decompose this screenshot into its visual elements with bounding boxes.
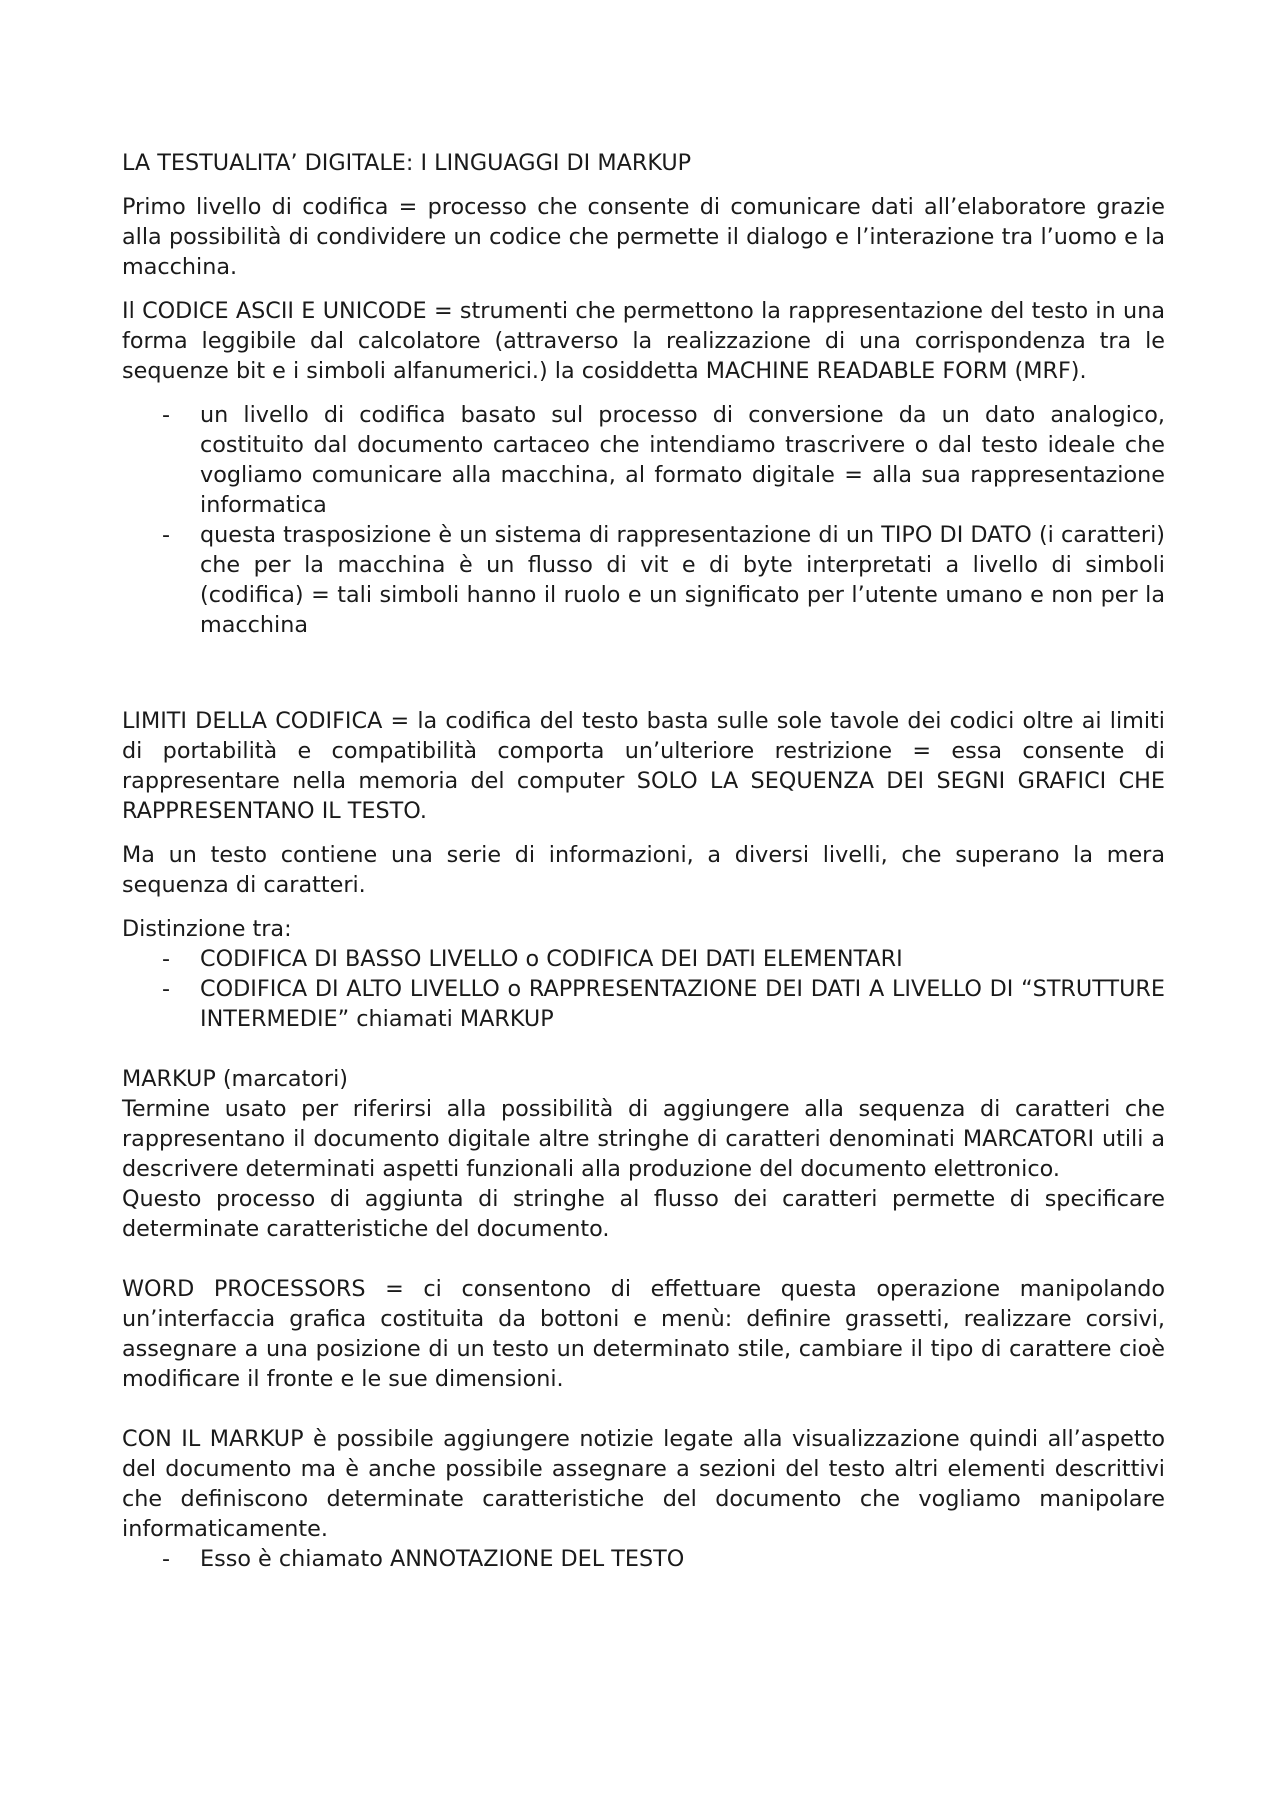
paragraph-markup-processo: Questo processo di aggiunta di stringhe al flusso dei caratteri permette di specificare determinate caratteristiche del documento. [122,1186,1165,1242]
spacer [122,1394,1165,1424]
dash-bullet: - [162,522,171,548]
document-page [122,148,1165,1574]
paragraph-con-il-markup: CON IL MARKUP è possibile aggiungere notizie legate alla visualizzazione quindi all’aspetto del documento ma è anche possibile assegnare a sezioni del testo altri elementi descrittivi che definiscono determinate caratteristiche del documento che vogliamo manipolare informaticamente. [122,1426,1165,1542]
bullet-list-annotazione [122,1544,1165,1574]
list-item-text: un livello di codifica basato sul processo di conversione da un dato analogico, costituito dal documento cartaceo che intendiamo trascrivere o dal testo ideale che vogliamo comunicare alla macchina, al formato digitale = alla sua rappresentazione informatica [200,402,1165,518]
paragraph-codice-ascii: Il CODICE ASCII E UNICODE = strumenti che permettono la rappresentazione del testo in una forma leggibile dal calcolatore (attraverso la realizzazione di una corrispondenza tra le sequenze bit e i simboli alfanumerici.) la cosiddetta MACHINE READABLE FORM (MRF). [122,298,1165,384]
document-title: LA TESTUALITA’ DIGITALE: I LINGUAGGI DI MARKUP [122,150,692,176]
paragraph-limiti-codifica: LIMITI DELLA CODIFICA = la codifica del testo basta sulle sole tavole dei codici oltre ai limiti di portabilità e compatibilità comporta un’ulteriore restrizione = essa consente di rappresentare nella memoria del computer SOLO LA SEQUENZA DEI SEGNI GRAFICI CHE RAPPRESENTANO IL TESTO. [122,708,1165,824]
bullet-list-codifica [122,400,1165,640]
spacer [122,1244,1165,1274]
list-item-text: CODIFICA DI ALTO LIVELLO o RAPPRESENTAZIONE DEI DATI A LIVELLO DI “STRUTTURE INTERMEDIE” chiamati MARKUP [200,976,1165,1032]
paragraph-primo-livello: Primo livello di codifica = processo che consente di comunicare dati all’elaboratore grazie alla possibilità di condividere un codice che permette il dialogo e l’interazione tra l’uomo e la macchina. [122,194,1165,280]
dash-bullet: - [162,402,171,428]
list-item [122,400,1165,520]
paragraph-testo-contiene: Ma un testo contiene una serie di informazioni, a diversi livelli, che superano la mera sequenza di caratteri. [122,842,1165,898]
dash-bullet: - [162,1546,171,1572]
list-item-text: questa trasposizione è un sistema di rappresentazione di un TIPO DI DATO (i caratteri) che per la macchina è un flusso di vit e di byte interpretati a livello di simboli (codifica) = tali simboli hanno il ruolo e un significato per l’utente umano e non per la macchina [200,522,1165,638]
distinzione-label: Distinzione tra: [122,916,292,942]
list-item-text: CODIFICA DI BASSO LIVELLO o CODIFICA DEI DATI ELEMENTARI [200,946,903,972]
bullet-list-distinzione [122,944,1165,1034]
list-item [122,520,1165,640]
spacer [122,640,1165,706]
markup-heading: MARKUP (marcatori) [122,1066,348,1092]
spacer [122,1034,1165,1064]
dash-bullet: - [162,976,171,1002]
paragraph-markup-termine: Termine usato per riferirsi alla possibilità di aggiungere alla sequenza di caratteri che rappresentano il documento digitale altre stringhe di caratteri denominati MARCATORI utili a descrivere determinati aspetti funzionali alla produzione del documento elettronico. [122,1096,1165,1182]
list-item [122,1544,1165,1574]
list-item [122,974,1165,1034]
dash-bullet: - [162,946,171,972]
list-item-text: Esso è chiamato ANNOTAZIONE DEL TESTO [200,1546,685,1572]
list-item [122,944,1165,974]
paragraph-word-processors: WORD PROCESSORS = ci consentono di effettuare questa operazione manipolando un’interfaccia grafica costituita da bottoni e menù: definire grassetti, realizzare corsivi, assegnare a una posizione di un testo un determinato stile, cambiare il tipo di carattere cioè modificare il fronte e le sue dimensioni. [122,1276,1165,1392]
